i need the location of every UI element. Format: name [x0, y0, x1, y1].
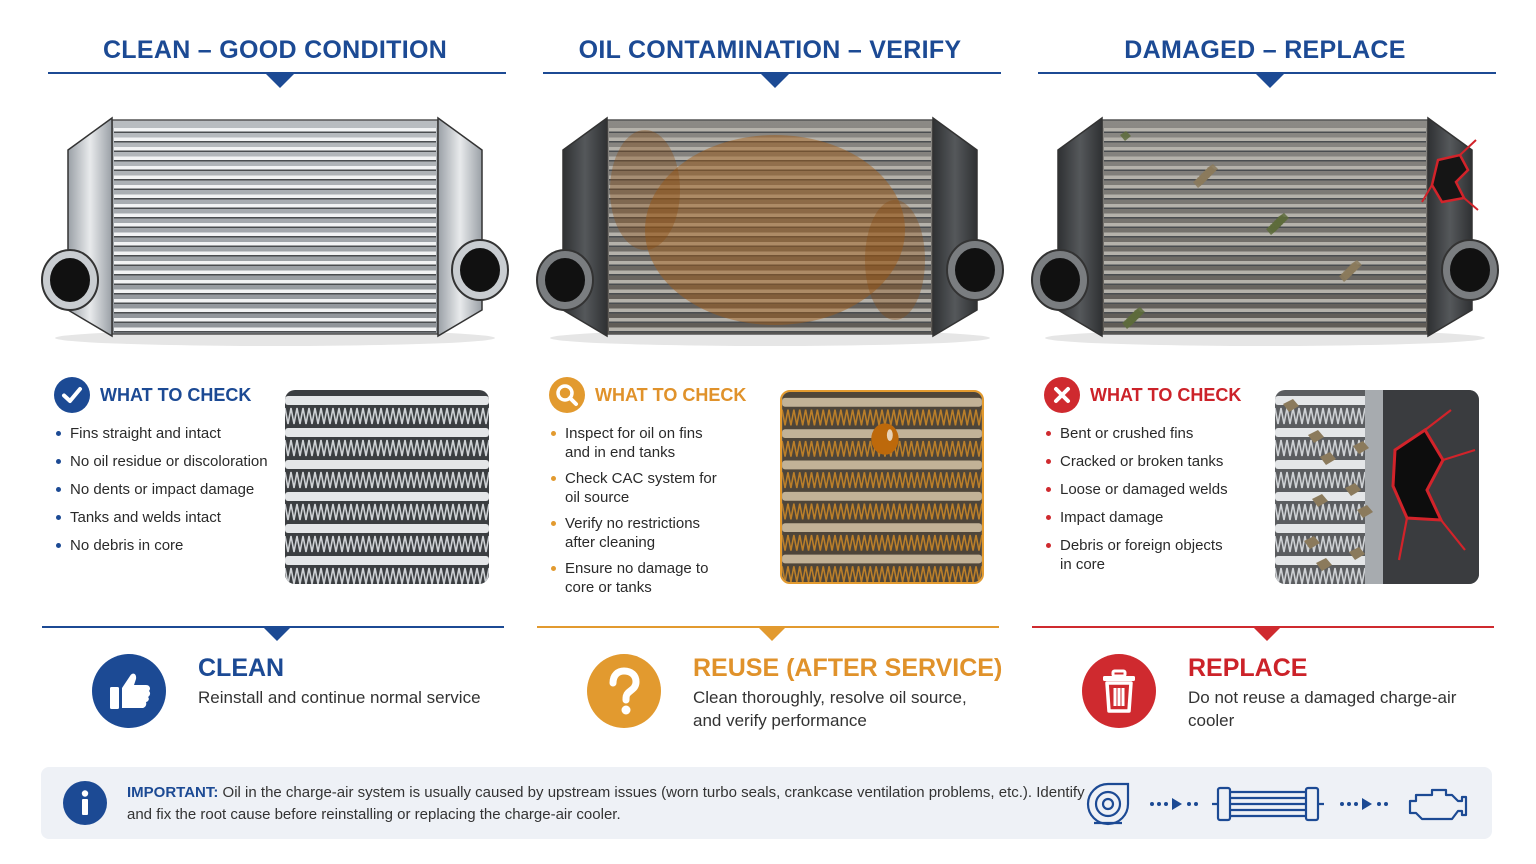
result-description: Clean thoroughly, resolve oil source, and verify performance	[693, 688, 967, 730]
list-item: No dents or impact damage	[54, 480, 294, 499]
oily-fin-closeup	[780, 390, 984, 584]
check-title: WHAT TO CHECK	[1090, 385, 1242, 405]
x-mark-icon	[1044, 377, 1080, 413]
check-list	[54, 424, 294, 564]
magnifier-icon	[549, 377, 585, 413]
important-note	[41, 767, 1492, 839]
column-oil-contamination	[535, 0, 1005, 760]
check-list	[1044, 424, 1234, 583]
question-mark-icon	[587, 654, 661, 728]
charge-air-cooler-icon	[1212, 788, 1324, 820]
pointer-icon	[264, 628, 290, 641]
column-title: CLEAN – GOOD CONDITION	[102, 36, 448, 64]
list-item: Verify no restrictions after cleaning	[549, 514, 719, 552]
result-title: REUSE (AFTER SERVICE)	[693, 654, 1003, 682]
engine-icon	[1410, 790, 1466, 819]
arrow-icon	[1340, 798, 1388, 810]
result-description: Do not reuse a damaged charge-air cooler	[1188, 688, 1457, 730]
turbocharger-icon	[1088, 784, 1128, 824]
pointer-icon	[759, 628, 785, 641]
trash-can-icon	[1082, 654, 1156, 728]
list-item: Fins straight and intact	[54, 424, 294, 443]
checkmark-icon	[54, 377, 90, 413]
list-item: Tanks and welds intact	[54, 508, 294, 527]
clean-fin-closeup	[285, 390, 489, 584]
damaged-cooler-image	[1030, 110, 1500, 350]
clean-cooler-image	[40, 110, 510, 350]
root-cause-flow	[1086, 779, 1476, 829]
result-title: CLEAN	[198, 654, 285, 682]
pointer-icon	[1256, 74, 1284, 88]
list-item: Impact damage	[1044, 508, 1234, 527]
list-item: Cracked or broken tanks	[1044, 452, 1234, 471]
info-icon	[63, 781, 107, 825]
list-item: Bent or crushed fins	[1044, 424, 1234, 443]
column-title: OIL CONTAMINATION – VERIFY	[578, 36, 962, 64]
list-item: No oil residue or discoloration	[54, 452, 294, 471]
result-description: Reinstall and continue normal service	[198, 688, 481, 707]
oily-cooler-image	[535, 110, 1005, 350]
thumbs-up-icon	[92, 654, 166, 728]
list-item: No debris in core	[54, 536, 294, 555]
list-item: Ensure no damage to core or tanks	[549, 559, 719, 597]
check-title: WHAT TO CHECK	[595, 385, 747, 405]
pointer-icon	[761, 74, 789, 88]
check-list	[549, 424, 719, 604]
column-title: DAMAGED – REPLACE	[1124, 36, 1406, 64]
list-item: Debris or foreign objects in core	[1044, 536, 1234, 574]
note-body: Oil in the charge-air system is usually caused by upstream issues (worn turbo seals, crankcase ventilation problems, etc.). Identify and fix the root cause before reinstalling or replacing the charge-air cooler.	[127, 784, 1085, 823]
result-title: REPLACE	[1188, 654, 1308, 682]
note-text	[127, 782, 1087, 826]
note-label: IMPORTANT:	[127, 784, 219, 801]
list-item: Check CAC system for oil source	[549, 469, 719, 507]
damaged-tank-closeup	[1275, 390, 1479, 584]
column-clean	[40, 0, 510, 760]
pointer-icon	[1254, 628, 1280, 641]
list-item: Loose or damaged welds	[1044, 480, 1234, 499]
arrow-icon	[1150, 798, 1198, 810]
check-title: WHAT TO CHECK	[100, 385, 252, 405]
list-item: Inspect for oil on fins and in end tanks	[549, 424, 719, 462]
pointer-icon	[266, 74, 294, 88]
column-damaged	[1030, 0, 1500, 760]
